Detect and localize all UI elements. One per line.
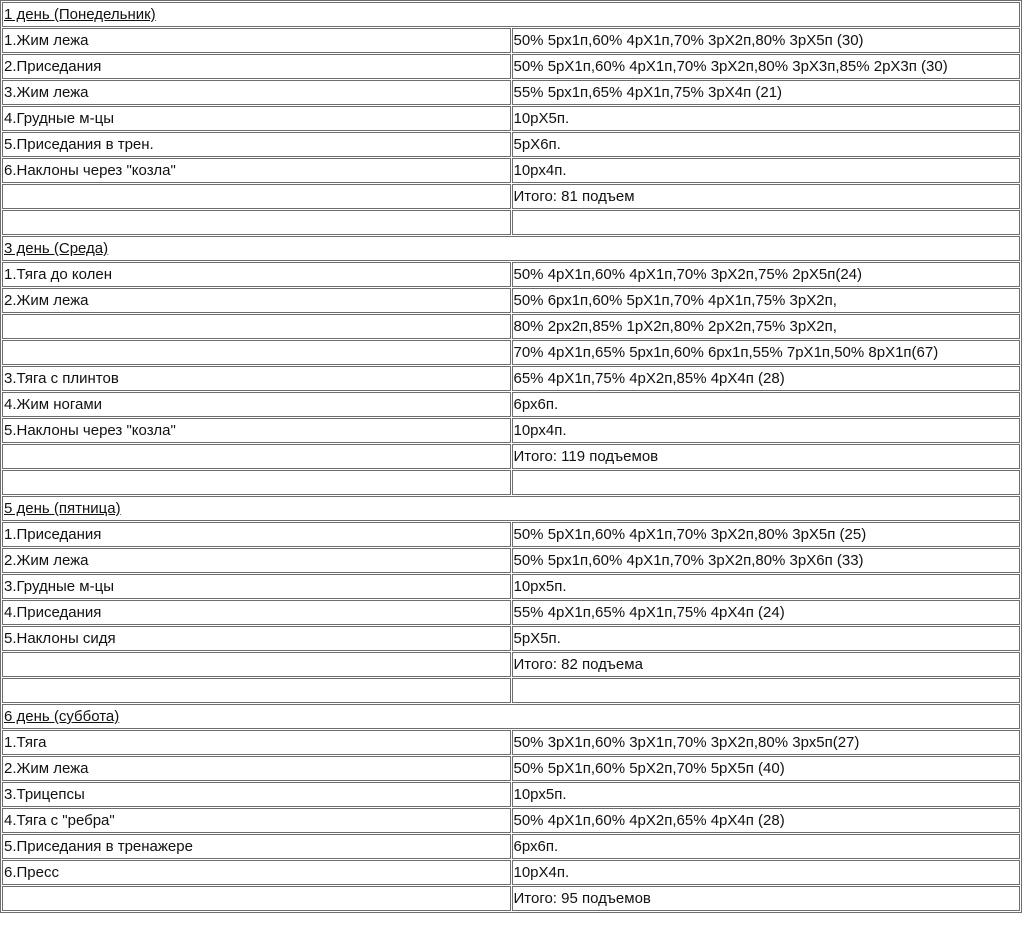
exercise-row xyxy=(2,574,1020,599)
exercise-name-cell xyxy=(2,470,511,495)
total-lifts-cell: Итого: 81 подъем xyxy=(512,184,1021,209)
day-title: 6 день (суббота) xyxy=(2,704,1020,729)
total-lifts-cell: Итого: 119 подъемов xyxy=(512,444,1021,469)
day-header-row xyxy=(2,704,1020,729)
set-scheme-cell: 10рХ5п. xyxy=(512,106,1021,131)
exercise-row xyxy=(2,600,1020,625)
exercise-name-cell xyxy=(2,444,511,469)
set-scheme-cell: 55% 5рх1п,65% 4рХ1п,75% 3рХ4п (21) xyxy=(512,80,1021,105)
set-scheme-cell xyxy=(512,470,1021,495)
set-scheme-cell: 50% 4рХ1п,60% 4рХ2п,65% 4рХ4п (28) xyxy=(512,808,1021,833)
day-header-row xyxy=(2,236,1020,261)
exercise-name-cell: 2.Жим лежа xyxy=(2,756,511,781)
exercise-row xyxy=(2,54,1020,79)
exercise-row xyxy=(2,808,1020,833)
total-row xyxy=(2,886,1020,911)
total-lifts-cell: Итого: 82 подъема xyxy=(512,652,1021,677)
set-scheme-cell: 50% 5рХ1п,60% 4рХ1п,70% 3рХ2п,80% 3рХ5п (25) xyxy=(512,522,1021,547)
total-row xyxy=(2,314,1020,339)
spacer-row xyxy=(2,470,1020,495)
exercise-row xyxy=(2,418,1020,443)
set-scheme-cell: 50% 3рХ1п,60% 3рХ1п,70% 3рХ2п,80% 3рх5п(27) xyxy=(512,730,1021,755)
exercise-name-cell: 5.Приседания в тренажере xyxy=(2,834,511,859)
exercise-name-cell: 2.Жим лежа xyxy=(2,548,511,573)
exercise-name-cell: 3.Грудные м-цы xyxy=(2,574,511,599)
exercise-name-cell: 1.Тяга до колен xyxy=(2,262,511,287)
exercise-row xyxy=(2,730,1020,755)
set-scheme-cell: 50% 5рХ1п,60% 4рХ1п,70% 3рХ2п,80% 3рХ3п,85% 2рХ3п (30) xyxy=(512,54,1021,79)
set-scheme-cell: 10рх4п. xyxy=(512,418,1021,443)
training-plan-body xyxy=(2,2,1020,911)
set-scheme-cell: 10рХ4п. xyxy=(512,860,1021,885)
exercise-name-cell: 5.Приседания в трен. xyxy=(2,132,511,157)
spacer-row xyxy=(2,210,1020,235)
set-scheme-cell: 6рх6п. xyxy=(512,834,1021,859)
exercise-name-cell: 3.Жим лежа xyxy=(2,80,511,105)
exercise-row xyxy=(2,626,1020,651)
total-lifts-cell: 80% 2рх2п,85% 1рХ2п,80% 2рХ2п,75% 3рХ2п, xyxy=(512,314,1021,339)
exercise-name-cell: 3.Тяга с плинтов xyxy=(2,366,511,391)
set-scheme-cell xyxy=(512,210,1021,235)
day-title: 5 день (пятница) xyxy=(2,496,1020,521)
day-header-row xyxy=(2,496,1020,521)
set-scheme-cell: 10рх5п. xyxy=(512,574,1021,599)
exercise-row xyxy=(2,262,1020,287)
set-scheme-cell: 50% 6рх1п,60% 5рХ1п,70% 4рХ1п,75% 3рХ2п, xyxy=(512,288,1021,313)
set-scheme-cell: 10рх5п. xyxy=(512,782,1021,807)
exercise-name-cell: 1.Жим лежа xyxy=(2,28,511,53)
set-scheme-cell: 55% 4рХ1п,65% 4рХ1п,75% 4рХ4п (24) xyxy=(512,600,1021,625)
exercise-name-cell: 4.Тяга с "ребра" xyxy=(2,808,511,833)
exercise-row xyxy=(2,522,1020,547)
set-scheme-cell: 50% 5рХ1п,60% 5рХ2п,70% 5рХ5п (40) xyxy=(512,756,1021,781)
exercise-name-cell xyxy=(2,340,511,365)
exercise-row xyxy=(2,392,1020,417)
exercise-name-cell xyxy=(2,210,511,235)
exercise-row xyxy=(2,132,1020,157)
exercise-name-cell: 2.Приседания xyxy=(2,54,511,79)
total-lifts-cell: 70% 4рХ1п,65% 5рх1п,60% 6рх1п,55% 7рХ1п,50% 8рХ1п(67) xyxy=(512,340,1021,365)
exercise-name-cell: 6.Пресс xyxy=(2,860,511,885)
exercise-name-cell: 1.Приседания xyxy=(2,522,511,547)
exercise-row xyxy=(2,158,1020,183)
total-row xyxy=(2,444,1020,469)
exercise-name-cell: 6.Наклоны через "козла" xyxy=(2,158,511,183)
set-scheme-cell: 10рх4п. xyxy=(512,158,1021,183)
set-scheme-cell: 6рх6п. xyxy=(512,392,1021,417)
exercise-row xyxy=(2,860,1020,885)
spacer-row xyxy=(2,678,1020,703)
exercise-name-cell: 5.Наклоны через "козла" xyxy=(2,418,511,443)
set-scheme-cell: 50% 5рх1п,60% 4рХ1п,70% 3рХ2п,80% 3рХ6п (33) xyxy=(512,548,1021,573)
exercise-row xyxy=(2,106,1020,131)
day-header-row xyxy=(2,2,1020,27)
set-scheme-cell: 50% 5рх1п,60% 4рХ1п,70% 3рХ2п,80% 3рХ5п (30) xyxy=(512,28,1021,53)
set-scheme-cell: 65% 4рХ1п,75% 4рХ2п,85% 4рХ4п (28) xyxy=(512,366,1021,391)
set-scheme-cell: 5рХ5п. xyxy=(512,626,1021,651)
total-row xyxy=(2,652,1020,677)
day-title: 3 день (Среда) xyxy=(2,236,1020,261)
exercise-row xyxy=(2,548,1020,573)
set-scheme-cell: 50% 4рХ1п,60% 4рХ1п,70% 3рХ2п,75% 2рХ5п(24) xyxy=(512,262,1021,287)
exercise-name-cell xyxy=(2,678,511,703)
exercise-row xyxy=(2,756,1020,781)
exercise-row xyxy=(2,782,1020,807)
exercise-row xyxy=(2,80,1020,105)
exercise-name-cell: 1.Тяга xyxy=(2,730,511,755)
exercise-name-cell xyxy=(2,184,511,209)
exercise-name-cell: 4.Жим ногами xyxy=(2,392,511,417)
exercise-row xyxy=(2,366,1020,391)
exercise-name-cell: 4.Приседания xyxy=(2,600,511,625)
exercise-name-cell: 5.Наклоны сидя xyxy=(2,626,511,651)
exercise-row xyxy=(2,28,1020,53)
exercise-row xyxy=(2,288,1020,313)
total-row xyxy=(2,340,1020,365)
set-scheme-cell: 5рХ6п. xyxy=(512,132,1021,157)
set-scheme-cell xyxy=(512,678,1021,703)
exercise-name-cell: 3.Трицепсы xyxy=(2,782,511,807)
exercise-name-cell xyxy=(2,314,511,339)
exercise-name-cell xyxy=(2,886,511,911)
day-title: 1 день (Понедельник) xyxy=(2,2,1020,27)
exercise-name-cell: 4.Грудные м-цы xyxy=(2,106,511,131)
exercise-row xyxy=(2,834,1020,859)
exercise-name-cell xyxy=(2,652,511,677)
total-row xyxy=(2,184,1020,209)
total-lifts-cell: Итого: 95 подъемов xyxy=(512,886,1021,911)
exercise-name-cell: 2.Жим лежа xyxy=(2,288,511,313)
